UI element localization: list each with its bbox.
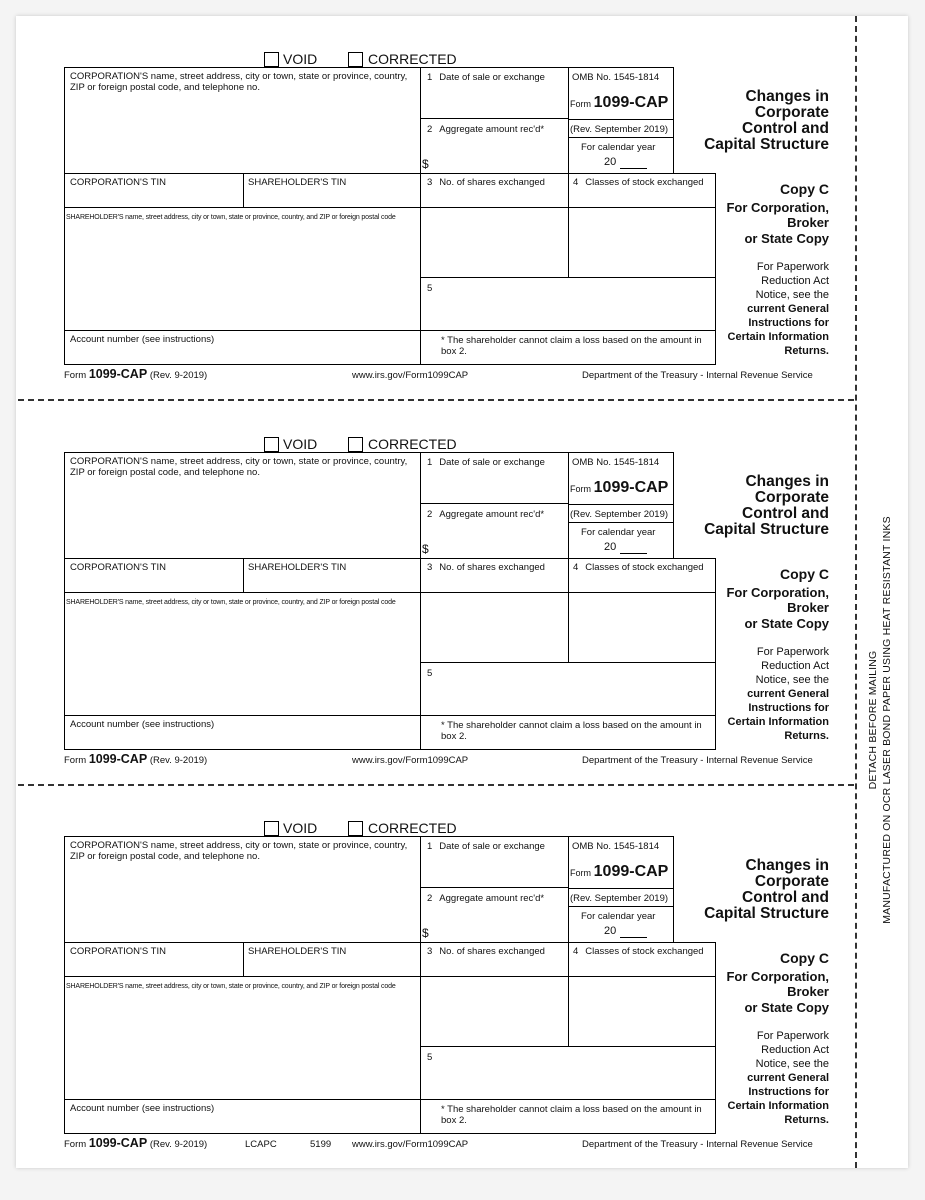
corporation-tin-field[interactable]: [66, 574, 241, 591]
year-field[interactable]: [620, 154, 648, 168]
date-of-sale-field[interactable]: [422, 469, 566, 502]
box1-label: 1 Date of sale or exchange: [427, 457, 545, 468]
form-title: Form 1099-CAP: [570, 94, 669, 111]
footer-department: Department of the Treasury - Internal Revenue Service: [582, 1139, 813, 1150]
classes-of-stock-field[interactable]: [570, 978, 713, 1044]
box3-label: 3 No. of shares exchanged: [427, 946, 545, 957]
aggregate-amount-field[interactable]: [432, 907, 566, 941]
shareholder-name-field[interactable]: [66, 222, 418, 329]
shares-exchanged-field[interactable]: [422, 594, 566, 660]
box5-field[interactable]: [436, 1049, 712, 1097]
year-field[interactable]: [620, 539, 648, 553]
shares-exchanged-field[interactable]: [422, 209, 566, 275]
aggregate-amount-field[interactable]: [432, 138, 566, 172]
dollar-sign: $: [422, 157, 429, 171]
corrected-checkbox[interactable]: [348, 437, 363, 452]
corrected-label: CORRECTED: [368, 436, 457, 452]
omb-number: OMB No. 1545-1814: [572, 457, 660, 468]
omb-number: OMB No. 1545-1814: [572, 72, 660, 83]
year-prefix: 20: [604, 156, 617, 168]
box1-label: 1 Date of sale or exchange: [427, 72, 545, 83]
account-number-field[interactable]: [66, 1115, 418, 1132]
account-number-field[interactable]: [66, 346, 418, 363]
loss-note: * The shareholder cannot claim a loss based on the amount in box 2.: [441, 1104, 702, 1126]
footer-url[interactable]: www.irs.gov/Form1099CAP: [352, 755, 469, 766]
footer-lcapc: LCAPC: [245, 1139, 277, 1150]
manufactured-text: MANUFACTURED ON OCR LASER BOND PAPER USING HEAT RESISTANT INKS: [881, 516, 893, 924]
box5-label: 5: [427, 668, 433, 679]
box5-label: 5: [427, 1052, 433, 1063]
void-label: VOID: [283, 436, 318, 452]
shareholder-name-field[interactable]: [66, 607, 418, 714]
revision-date: (Rev. September 2019): [570, 509, 669, 520]
footer-department: Department of the Treasury - Internal Revenue Service: [582, 755, 813, 766]
year-prefix: 20: [604, 925, 617, 937]
footer-code-number: 5199: [310, 1139, 332, 1150]
box2-label: 2 Aggregate amount rec'd*: [427, 893, 545, 904]
corporation-tin-label: CORPORATION'S TIN: [70, 177, 166, 188]
paperwork-notice: For Paperwork Reduction Act Notice, see the current General Instructions for Certain Information Returns.: [727, 261, 829, 357]
shareholder-tin-field[interactable]: [245, 189, 418, 206]
void-checkbox[interactable]: [264, 821, 279, 836]
corporation-tin-label: CORPORATION'S TIN: [70, 946, 166, 957]
footer-form-id: Form 1099-CAP (Rev. 9-2019): [64, 367, 208, 381]
account-number-label: Account number (see instructions): [70, 719, 215, 730]
shareholder-tin-label: SHAREHOLDER'S TIN: [248, 946, 347, 957]
corrected-checkbox[interactable]: [348, 821, 363, 836]
paperwork-notice: For Paperwork Reduction Act Notice, see the current General Instructions for Certain Information Returns.: [727, 1030, 829, 1126]
box1-label: 1 Date of sale or exchange: [427, 841, 545, 852]
box5-label: 5: [427, 283, 433, 294]
revision-date: (Rev. September 2019): [570, 893, 669, 904]
shareholder-tin-field[interactable]: [245, 958, 418, 975]
dollar-sign: $: [422, 542, 429, 556]
footer-form-id: Form 1099-CAP (Rev. 9-2019): [64, 752, 208, 766]
shareholder-name-label: SHAREHOLDER'S name, street address, city or town, state or province, country, and ZIP or foreign postal code: [66, 599, 396, 606]
corporation-tin-field[interactable]: [66, 958, 241, 975]
corporation-name-label: CORPORATION'S name, street address, city or town, state or province, country, ZIP or foreign postal code, and telephone no.: [70, 456, 408, 478]
classes-of-stock-field[interactable]: [570, 209, 713, 275]
form-heading: Changes in Corporate Control and Capital Structure: [704, 88, 829, 153]
paperwork-notice: For Paperwork Reduction Act Notice, see the current General Instructions for Certain Information Returns.: [727, 646, 829, 742]
box3-label: 3 No. of shares exchanged: [427, 562, 545, 573]
shares-exchanged-field[interactable]: [422, 978, 566, 1044]
corporation-name-label: CORPORATION'S name, street address, city or town, state or province, country, ZIP or foreign postal code, and telephone no.: [70, 840, 408, 862]
copy-designation: Copy C For Corporation, Broker or State Copy: [726, 950, 829, 1015]
omb-number: OMB No. 1545-1814: [572, 841, 660, 852]
form-heading: Changes in Corporate Control and Capital Structure: [704, 857, 829, 922]
footer-url[interactable]: www.irs.gov/Form1099CAP: [352, 1139, 469, 1150]
void-label: VOID: [283, 51, 318, 67]
footer-url[interactable]: www.irs.gov/Form1099CAP: [352, 370, 469, 381]
shareholder-name-label: SHAREHOLDER'S name, street address, city or town, state or province, country, and ZIP or foreign postal code: [66, 214, 396, 221]
form-title: Form 1099-CAP: [570, 863, 669, 880]
account-number-label: Account number (see instructions): [70, 1103, 215, 1114]
copy-designation: Copy C For Corporation, Broker or State Copy: [726, 566, 829, 631]
box4-label: 4 Classes of stock exchanged: [573, 177, 704, 188]
classes-of-stock-field[interactable]: [570, 594, 713, 660]
corporation-tin-field[interactable]: [66, 189, 241, 206]
revision-date: (Rev. September 2019): [570, 124, 669, 135]
corrected-label: CORRECTED: [368, 51, 457, 67]
copy-designation: Copy C For Corporation, Broker or State Copy: [726, 181, 829, 246]
form-copy-1: [0, 0, 925, 384]
void-checkbox[interactable]: [264, 52, 279, 67]
box2-label: 2 Aggregate amount rec'd*: [427, 124, 545, 135]
form-copy-3: [0, 769, 925, 1153]
account-number-label: Account number (see instructions): [70, 334, 215, 345]
detach-text: DETACH BEFORE MAILING: [867, 650, 879, 790]
loss-note: * The shareholder cannot claim a loss based on the amount in box 2.: [441, 335, 702, 357]
corporation-name-field[interactable]: [66, 84, 418, 172]
corrected-checkbox[interactable]: [348, 52, 363, 67]
box4-label: 4 Classes of stock exchanged: [573, 562, 704, 573]
corporation-tin-label: CORPORATION'S TIN: [70, 562, 166, 573]
form-heading: Changes in Corporate Control and Capital Structure: [704, 473, 829, 538]
box5-field[interactable]: [436, 665, 712, 713]
shareholder-tin-label: SHAREHOLDER'S TIN: [248, 177, 347, 188]
corporation-name-field[interactable]: [66, 469, 418, 557]
year-field[interactable]: [620, 923, 648, 937]
corporation-name-field[interactable]: [66, 853, 418, 941]
box4-label: 4 Classes of stock exchanged: [573, 946, 704, 957]
dollar-sign: $: [422, 926, 429, 940]
corrected-label: CORRECTED: [368, 820, 457, 836]
date-of-sale-field[interactable]: [422, 84, 566, 117]
shareholder-name-label: SHAREHOLDER'S name, street address, city or town, state or province, country, and ZIP or foreign postal code: [66, 983, 396, 990]
year-prefix: 20: [604, 541, 617, 553]
void-label: VOID: [283, 820, 318, 836]
footer-department: Department of the Treasury - Internal Revenue Service: [582, 370, 813, 381]
corporation-name-label: CORPORATION'S name, street address, city or town, state or province, country, ZIP or foreign postal code, and telephone no.: [70, 71, 408, 93]
date-of-sale-field[interactable]: [422, 853, 566, 886]
account-number-field[interactable]: [66, 731, 418, 748]
footer-form-id: Form 1099-CAP (Rev. 9-2019): [64, 1136, 208, 1150]
void-checkbox[interactable]: [264, 437, 279, 452]
box2-label: 2 Aggregate amount rec'd*: [427, 509, 545, 520]
calendar-year-label: For calendar year: [581, 142, 656, 153]
box3-label: 3 No. of shares exchanged: [427, 177, 545, 188]
form-copy-2: [0, 385, 925, 769]
form-title: Form 1099-CAP: [570, 479, 669, 496]
loss-note: * The shareholder cannot claim a loss based on the amount in box 2.: [441, 720, 702, 742]
shareholder-name-field[interactable]: [66, 991, 418, 1098]
calendar-year-label: For calendar year: [581, 527, 656, 538]
box5-field[interactable]: [436, 280, 712, 328]
aggregate-amount-field[interactable]: [432, 523, 566, 557]
calendar-year-label: For calendar year: [581, 911, 656, 922]
shareholder-tin-label: SHAREHOLDER'S TIN: [248, 562, 347, 573]
shareholder-tin-field[interactable]: [245, 574, 418, 591]
